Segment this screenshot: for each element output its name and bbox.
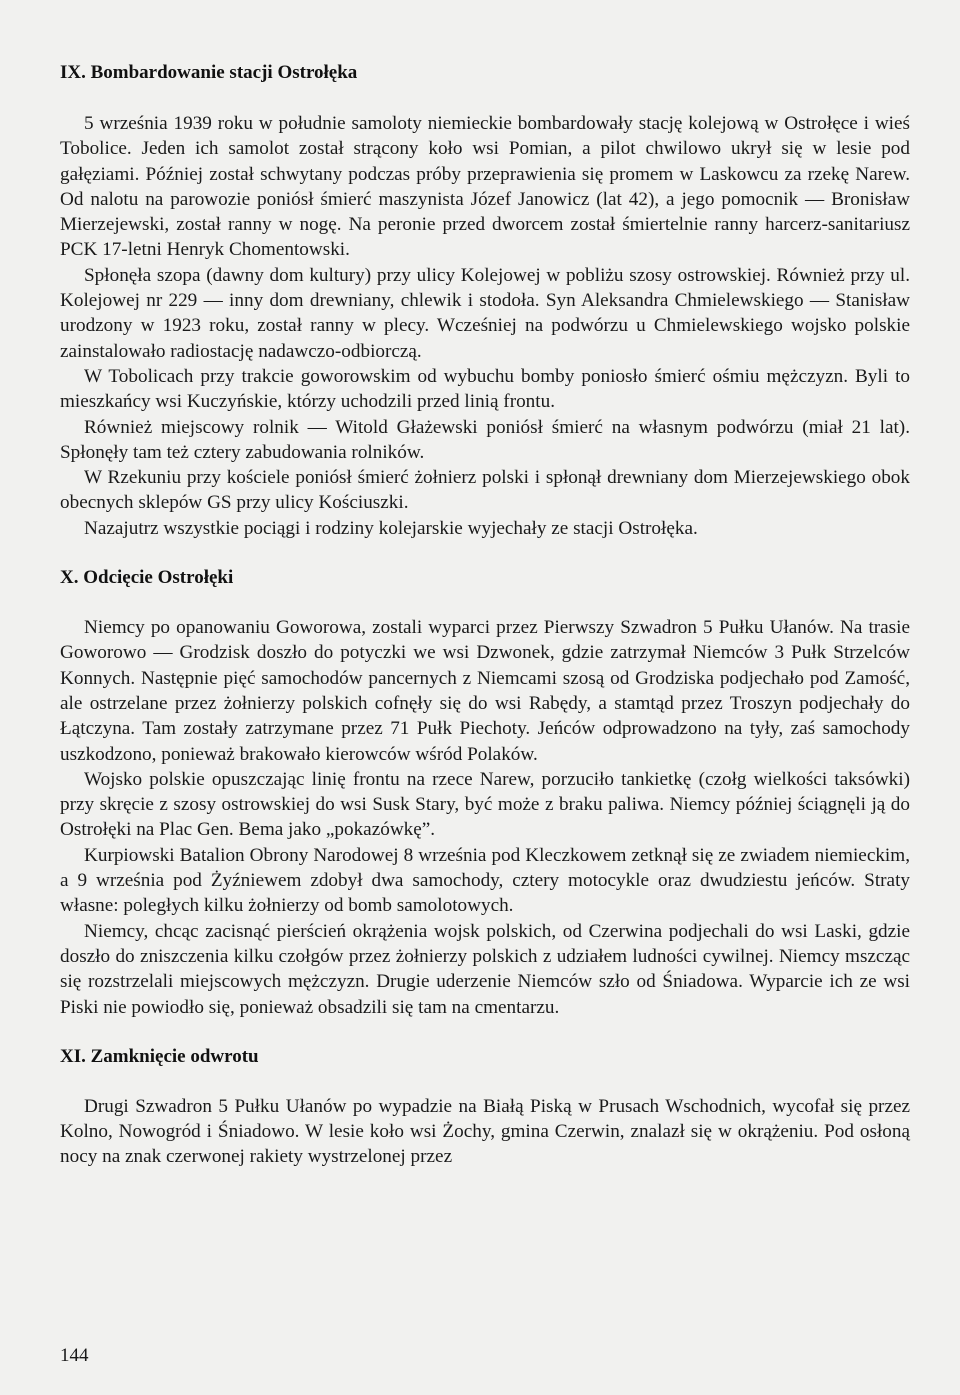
paragraph: Kurpiowski Batalion Obrony Narodowej 8 września pod Kleczkowem zetknął się ze zwiadem niemieckim, a 9 września pod Żyźniewem zdobył dwa samochody, cztery motocykle oraz dwudziestu jeńców. Straty własne: poległych kilku żołnierzy od bomb samolotowych. xyxy=(60,844,910,917)
page-number: 144 xyxy=(60,1345,89,1366)
paragraph: W Rzekuniu przy kościele poniósł śmierć żołnierz polski i spłonął drewniany dom Mierzejewskiego obok obecnych sklepów GS przy ulicy Kościuszki. xyxy=(60,467,910,514)
section-heading-ix: IX. Bombardowanie stacji Ostrołęka xyxy=(60,62,358,83)
paragraph: Niemcy, chcąc zacisnąć pierścień okrążenia wojsk polskich, od Czerwina podjechali do wsi Laski, gdzie doszło do zniszczenia kilku czołgów przez żołnierzy polskich z udziałem ludności cywilnej. Niemcy mszcząc się rozstrzelali miejscowych mężczyzn. Drugie uderzenie Niemców szło od Śniadowa. Wyparcie ich ze wsi Piski nie powiodło się, ponieważ obsadzili się tam na cmentarzu. xyxy=(60,920,910,1018)
paragraph: W Tobolicach przy trakcie goworowskim od wybuchu bomby poniosło śmierć ośmiu mężczyzn. Byli to mieszkańcy wsi Kuczyńskie, którzy uchodzili przed linią frontu. xyxy=(60,365,910,413)
paragraph: 5 września 1939 roku w południe samoloty niemieckie bombardowały stację kolejową w Ostrołęce i wieś Tobolice. Jeden ich samolot został strącony koło wsi Pomian, a pilot chwilowo ukrył się w lesie pod gałęziami. Później został schwytany podczas próby przeprawienia się promem w Laskowcu za rzekę Narew. Od nalotu na parowozie poniósł śmierć maszynista Józef Janowicz (lat 42), a jego pomocnik — Bronisław Mierzejewski, został ranny w nogę. Na peronie przed dworcem został śmiertelnie ranny harcerz-sanitariusz PCK 17-letni Henryk Chomentowski. xyxy=(60,113,910,261)
paragraph: Również miejscowy rolnik — Witold Głażewski poniósł śmierć na własnym podwórzu (miał 21 lat). Spłonęły tam też cztery zabudowania rolników. xyxy=(60,416,910,463)
paragraph: Spłonęła szopa (dawny dom kultury) przy ulicy Kolejowej w pobliżu szosy ostrowskiej. Również przy ul. Kolejowej nr 229 — inny dom drewniany, chlewik i stodoła. Syn Aleksandra Chmielewskiego — Stanisław urodzony w 1923 roku, został ranny w plecy. Wcześniej na podwórzu u Chmielewskiego wojsko polskie zainstalowało radiostację nadawczo-odbiorczą. xyxy=(60,264,910,362)
paragraph: Drugi Szwadron 5 Pułku Ułanów po wypadzie na Białą Piską w Prusach Wschodnich, wycofał się przez Kolno, Nowogród i Śniadowo. W lesie koło wsi Żochy, gmina Czerwin, znalazł się w okrążeniu. Pod osłoną nocy na znak czerwonej rakiety wystrzelonej przez xyxy=(60,1095,910,1168)
paragraph: Nazajutrz wszystkie pociągi i rodziny kolejarskie wyjechały ze stacji Ostrołęka. xyxy=(84,517,698,539)
section-heading-x: X. Odcięcie Ostrołęki xyxy=(60,567,234,589)
page-content xyxy=(60,60,910,1170)
paragraph: Niemcy po opanowaniu Goworowa, zostali wyparci przez Pierwszy Szwadron 5 Pułku Ułanów. Na trasie Goworowo — Grodzisk doszło do potyczki we wsi Dzwonek, gdzie zatrzymał Niemców 3 Pułk Strzelców Konnych. Następnie pięć samochodów pancernych z Niemcami szosą od Grodziska podjechało pod Zamość, ale ostrzelane przez żołnierzy polskich cofnęły się do wsi Rabędy, a stamtąd przez Troszyn podjechały do Łątczyna. Tam zostały zatrzymane przez 71 Pułk Piechoty. Jeńców odprowadzono na tyły, zaś samochody uszkodzono, ponieważ brakowało kierowców wśród Polaków. xyxy=(60,617,910,765)
paragraph: Wojsko polskie opuszczając linię frontu na rzece Narew, porzuciło tankietkę (czołg wielkości taksówki) przy skręcie z szosy ostrowskiej do wsi Susk Stary, być może z braku paliwa. Niemcy później ściągnęli ją do Ostrołęki na Plac Gen. Bema jako „pokazówkę”. xyxy=(60,768,910,841)
section-heading-xi: XI. Zamknięcie odwrotu xyxy=(60,1045,259,1067)
